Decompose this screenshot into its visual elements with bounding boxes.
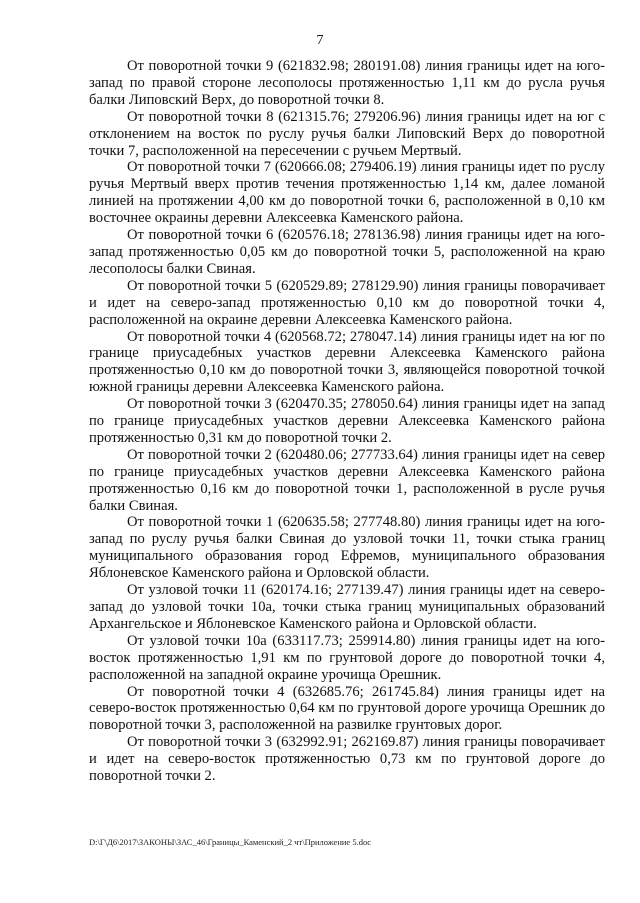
paragraph: От поворотной точки 5 (620529.89; 278129.90) линия границы поворачивает и идет на северо-запад протяженностью 0,10 км до поворотной точки 4, расположенной на окраине деревни Алексеевка Каменского района. xyxy=(89,277,605,328)
paragraph: От поворотной точки 2 (620480.06; 277733.64) линия границы идет на север по границе приусадебных участков деревни Алексеевка Каменского района протяженностью 0,16 км до поворотной точки 1, расположенной в русле ручья балки Свиная. xyxy=(89,446,605,514)
paragraph: От узловой точки 10а (633117.73; 259914.80) линия границы идет на юго-восток протяженностью 1,91 км по грунтовой дороге до поворотной точки 4, расположенной на западной окраине урочища Орешник. xyxy=(89,632,605,683)
paragraph: От поворотной точки 1 (620635.58; 277748.80) линия границы идет на юго-запад по руслу ручья балки Свиная до узловой точки 11, точки стыка границ муниципального образования город Ефремов, муниципального образования Яблоневское Каменского района и Орловской области. xyxy=(89,514,605,582)
paragraph: От поворотной точки 4 (620568.72; 278047.14) линия границы идет на юг по границе приусадебных участков деревни Алексеевка Каменского района протяженностью 0,10 км до поворотной точки 3, являющейся поворотной точкой южной границы деревни Алексеевка Каменского района. xyxy=(89,328,605,396)
document-body xyxy=(89,58,605,785)
paragraph: От узловой точки 11 (620174.16; 277139.47) линия границы идет на северо-запад до узловой точки 10а, точки стыка границ муниципальных образований Архангельское и Яблоневское Каменского района и Орловской области. xyxy=(89,582,605,632)
paragraph: От поворотной точки 8 (621315.76; 279206.96) линия границы идет на юг с отклонением на восток по руслу ручья балки Липовский Верх до поворотной точки 7, расположенной на пересечении с ручьем Мертвый. xyxy=(89,108,605,159)
paragraph: От поворотной точки 4 (632685.76; 261745.84) линия границы идет на северо-восток протяженностью 0,64 км по грунтовой дороге урочища Орешник до поворотной точки 3, расположенной на развилке грунтовых дорог. xyxy=(89,683,605,734)
paragraph: От поворотной точки 3 (620470.35; 278050.64) линия границы идет на запад по границе приусадебных участков деревни Алексеевка Каменского района протяженностью 0,31 км до поворотной точки 2. xyxy=(89,396,605,446)
footer-file-path: D:\Г\Д6\2017\ЗАКОНЫ\ЗАС_46\Границы_Каменский_2 чт\Приложение 5.doc xyxy=(89,837,371,847)
paragraph: От поворотной точки 7 (620666.08; 279406.19) линия границы идет по руслу ручья Мертвый вверх против течения протяженностью 1,14 км, далее ломаной линией на протяжении 4,00 км до поворотной точки 6, расположенной в 0,10 км восточнее окраины деревни Алексеевка Каменского района. xyxy=(89,159,605,227)
paragraph: От поворотной точки 3 (632992.91; 262169.87) линия границы поворачивает и идет на северо-восток протяженностью 0,73 км по грунтовой дороге до поворотной точки 2. xyxy=(89,734,605,785)
paragraph: От поворотной точки 9 (621832.98; 280191.08) линия границы идет на юго-запад по правой стороне лесополосы протяженностью 1,11 км до русла ручья балки Липовский Верх, до поворотной точки 8. xyxy=(89,58,605,108)
paragraph: От поворотной точки 6 (620576.18; 278136.98) линия границы идет на юго-запад протяженностью 0,05 км до поворотной точки 5, расположенной на краю лесополосы балки Свиная. xyxy=(89,227,605,277)
page-number: 7 xyxy=(316,33,324,48)
